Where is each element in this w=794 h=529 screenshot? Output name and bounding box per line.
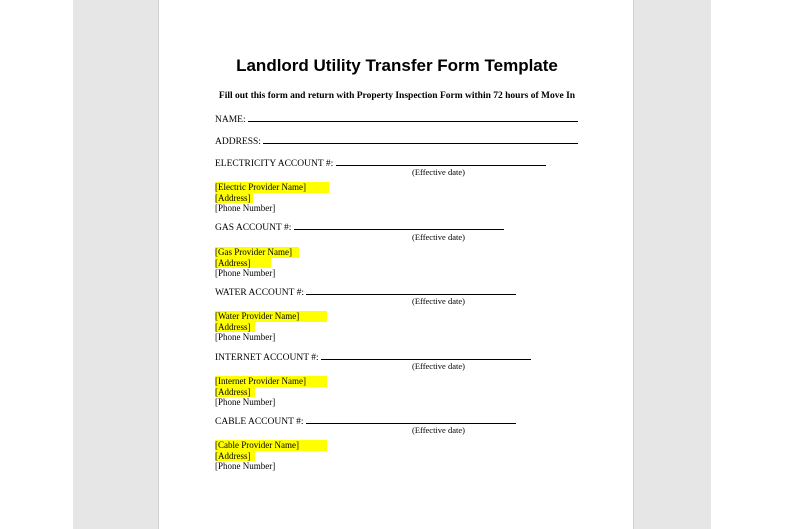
provider-phone: [Phone Number] (215, 268, 276, 278)
provider-address: [Address] (215, 387, 255, 398)
account-line (294, 220, 504, 230)
provider-name: [Gas Provider Name] (215, 247, 299, 258)
section-label: INTERNET ACCOUNT #: (215, 353, 319, 363)
left-gutter (73, 0, 158, 529)
page-title: Landlord Utility Transfer Form Template (236, 56, 558, 75)
provider-address: [Address] (215, 451, 255, 462)
account-line (321, 350, 531, 360)
right-gutter (634, 0, 711, 529)
water-account-field[interactable] (215, 285, 516, 298)
name-label: NAME: (215, 115, 246, 125)
effective-date-label: (Effective date) (412, 296, 465, 306)
provider-address: [Address] (215, 322, 255, 333)
provider-phone: [Phone Number] (215, 203, 276, 213)
cable-provider-block (215, 435, 327, 471)
provider-name: [Internet Provider Name] (215, 376, 327, 387)
section-label: ELECTRICITY ACCOUNT #: (215, 159, 334, 169)
address-label: ADDRESS: (215, 137, 261, 147)
provider-phone: [Phone Number] (215, 461, 276, 471)
internet-provider-block (215, 371, 327, 407)
effective-date-label: (Effective date) (412, 167, 465, 177)
address-line (263, 134, 578, 144)
internet-account-field[interactable] (215, 350, 531, 363)
cable-account-field[interactable] (215, 414, 516, 427)
provider-address: [Address] (215, 258, 271, 269)
provider-phone: [Phone Number] (215, 332, 276, 342)
name-field[interactable] (215, 112, 578, 125)
electricity-provider-block (215, 177, 329, 213)
effective-date-label: (Effective date) (412, 232, 465, 242)
gas-provider-block (215, 242, 299, 278)
address-field[interactable] (215, 134, 578, 147)
account-line (336, 156, 546, 166)
section-label: GAS ACCOUNT #: (215, 223, 292, 233)
account-line (306, 285, 516, 295)
effective-date-label: (Effective date) (412, 425, 465, 435)
water-provider-block (215, 306, 327, 342)
document-page (158, 0, 634, 529)
page-subtitle: Fill out this form and return with Property Inspection Form within 72 hours of Move In (218, 91, 576, 101)
provider-name: [Cable Provider Name] (215, 440, 327, 451)
provider-phone: [Phone Number] (215, 397, 276, 407)
provider-name: [Electric Provider Name] (215, 182, 329, 193)
account-line (306, 414, 516, 424)
name-line (248, 112, 578, 122)
section-label: WATER ACCOUNT #: (215, 288, 305, 298)
electricity-account-field[interactable] (215, 156, 546, 169)
provider-name: [Water Provider Name] (215, 311, 327, 322)
section-label: CABLE ACCOUNT #: (215, 417, 304, 427)
effective-date-label: (Effective date) (412, 361, 465, 371)
provider-address: [Address] (215, 193, 253, 204)
